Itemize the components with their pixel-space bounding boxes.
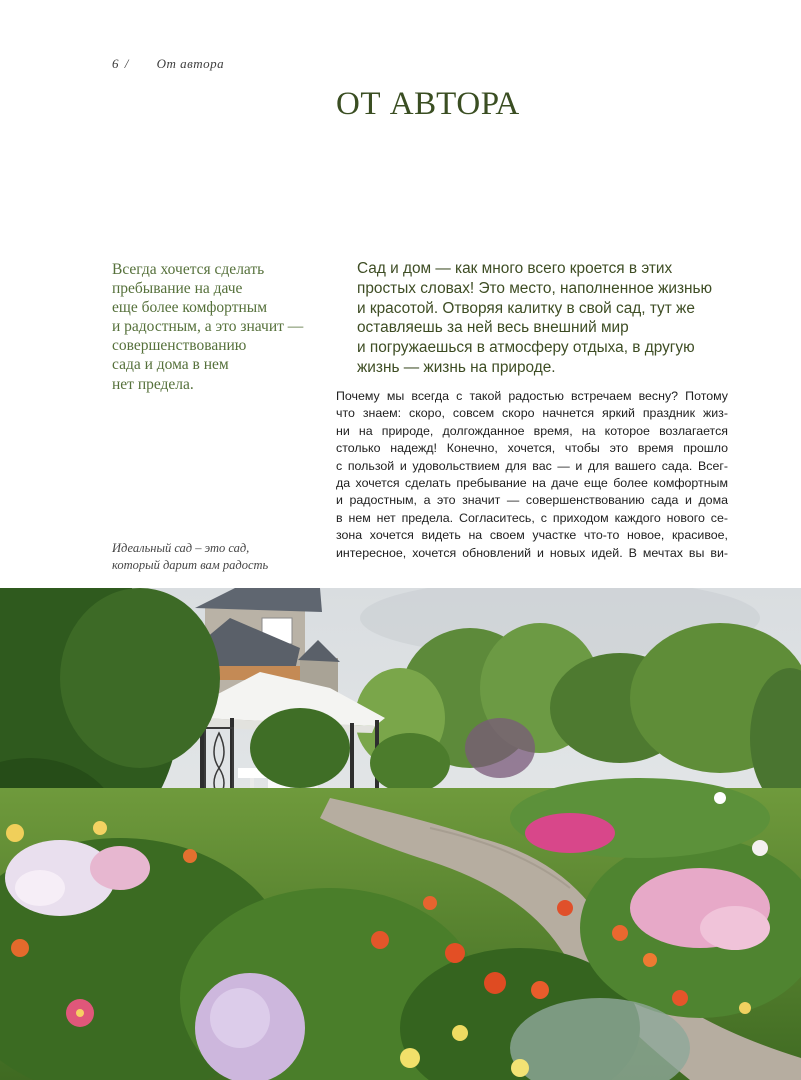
sidebar-quote-line: Всегда хочется сделать (112, 261, 265, 278)
body-line: и радостным, а это значит — совершенствованию сада и дома (336, 493, 728, 508)
body-line: ни на природе, долгожданное время, на которое возлагается (336, 423, 728, 438)
body-line: в нем нет предела. Согласитесь, с приходом каждого нового се- (336, 510, 728, 525)
photo-caption (112, 540, 332, 574)
garden-illustration (0, 588, 801, 1080)
sidebar-quote-line: пребывание на даче (112, 280, 243, 298)
lead-line: Сад и дом — как много всего кроется в этих (357, 260, 673, 277)
sidebar-quote (112, 260, 322, 394)
body-line: Почему мы всегда с такой радостью встречаем весну? Потому (336, 389, 728, 403)
body-line: интересное, хочется обновлений и новых идей. В мечтах вы ви- (336, 545, 728, 560)
sidebar-quote-line: совершенствованию (112, 337, 247, 355)
garden-photo (0, 588, 801, 1080)
page-title: ОТ АВТОРА (336, 86, 520, 122)
body-paragraph (336, 388, 728, 562)
lead-line: и красотой. Отворяя калитку в свой сад, тут же (357, 299, 695, 317)
body-line: зона хочется видеть на своем участке что-то новое, красивое, (336, 528, 728, 543)
body-line: да хочется сделать пребывание на даче еще более комфортным (336, 476, 728, 491)
sidebar-quote-line: нет предела. (112, 375, 194, 393)
sidebar-quote-line: и радостным, а это значит — (112, 318, 304, 336)
sidebar-quote-line: еще более комфортным (112, 299, 268, 317)
lead-line: оставляешь за ней весь внешний мир (357, 319, 629, 337)
body-line: что знаем: скоро, совсем скоро начнется яркий праздник жиз- (336, 406, 728, 421)
header-separator: / (124, 56, 129, 71)
body-line: столько надежд! Конечно, хочется, чтобы это время прошло (336, 441, 728, 456)
body-line: с пользой и удовольствием для вас — и для вашего сада. Всег- (336, 458, 728, 473)
lead-line: жизнь — жизнь на природе. (357, 358, 556, 376)
lead-paragraph (357, 259, 757, 378)
section-name: От автора (156, 56, 225, 71)
caption-line: Идеальный сад – это сад, (112, 541, 250, 555)
caption-line: который дарит вам радость (112, 557, 269, 572)
running-head (112, 56, 224, 72)
lead-line: и погружаешься в атмосферу отдыха, в другую (357, 339, 695, 357)
sidebar-quote-line: сада и дома в нем (112, 356, 229, 374)
page-number: 6 (112, 56, 119, 71)
lead-line: простых словах! Это место, наполненное жизнью (357, 279, 713, 297)
